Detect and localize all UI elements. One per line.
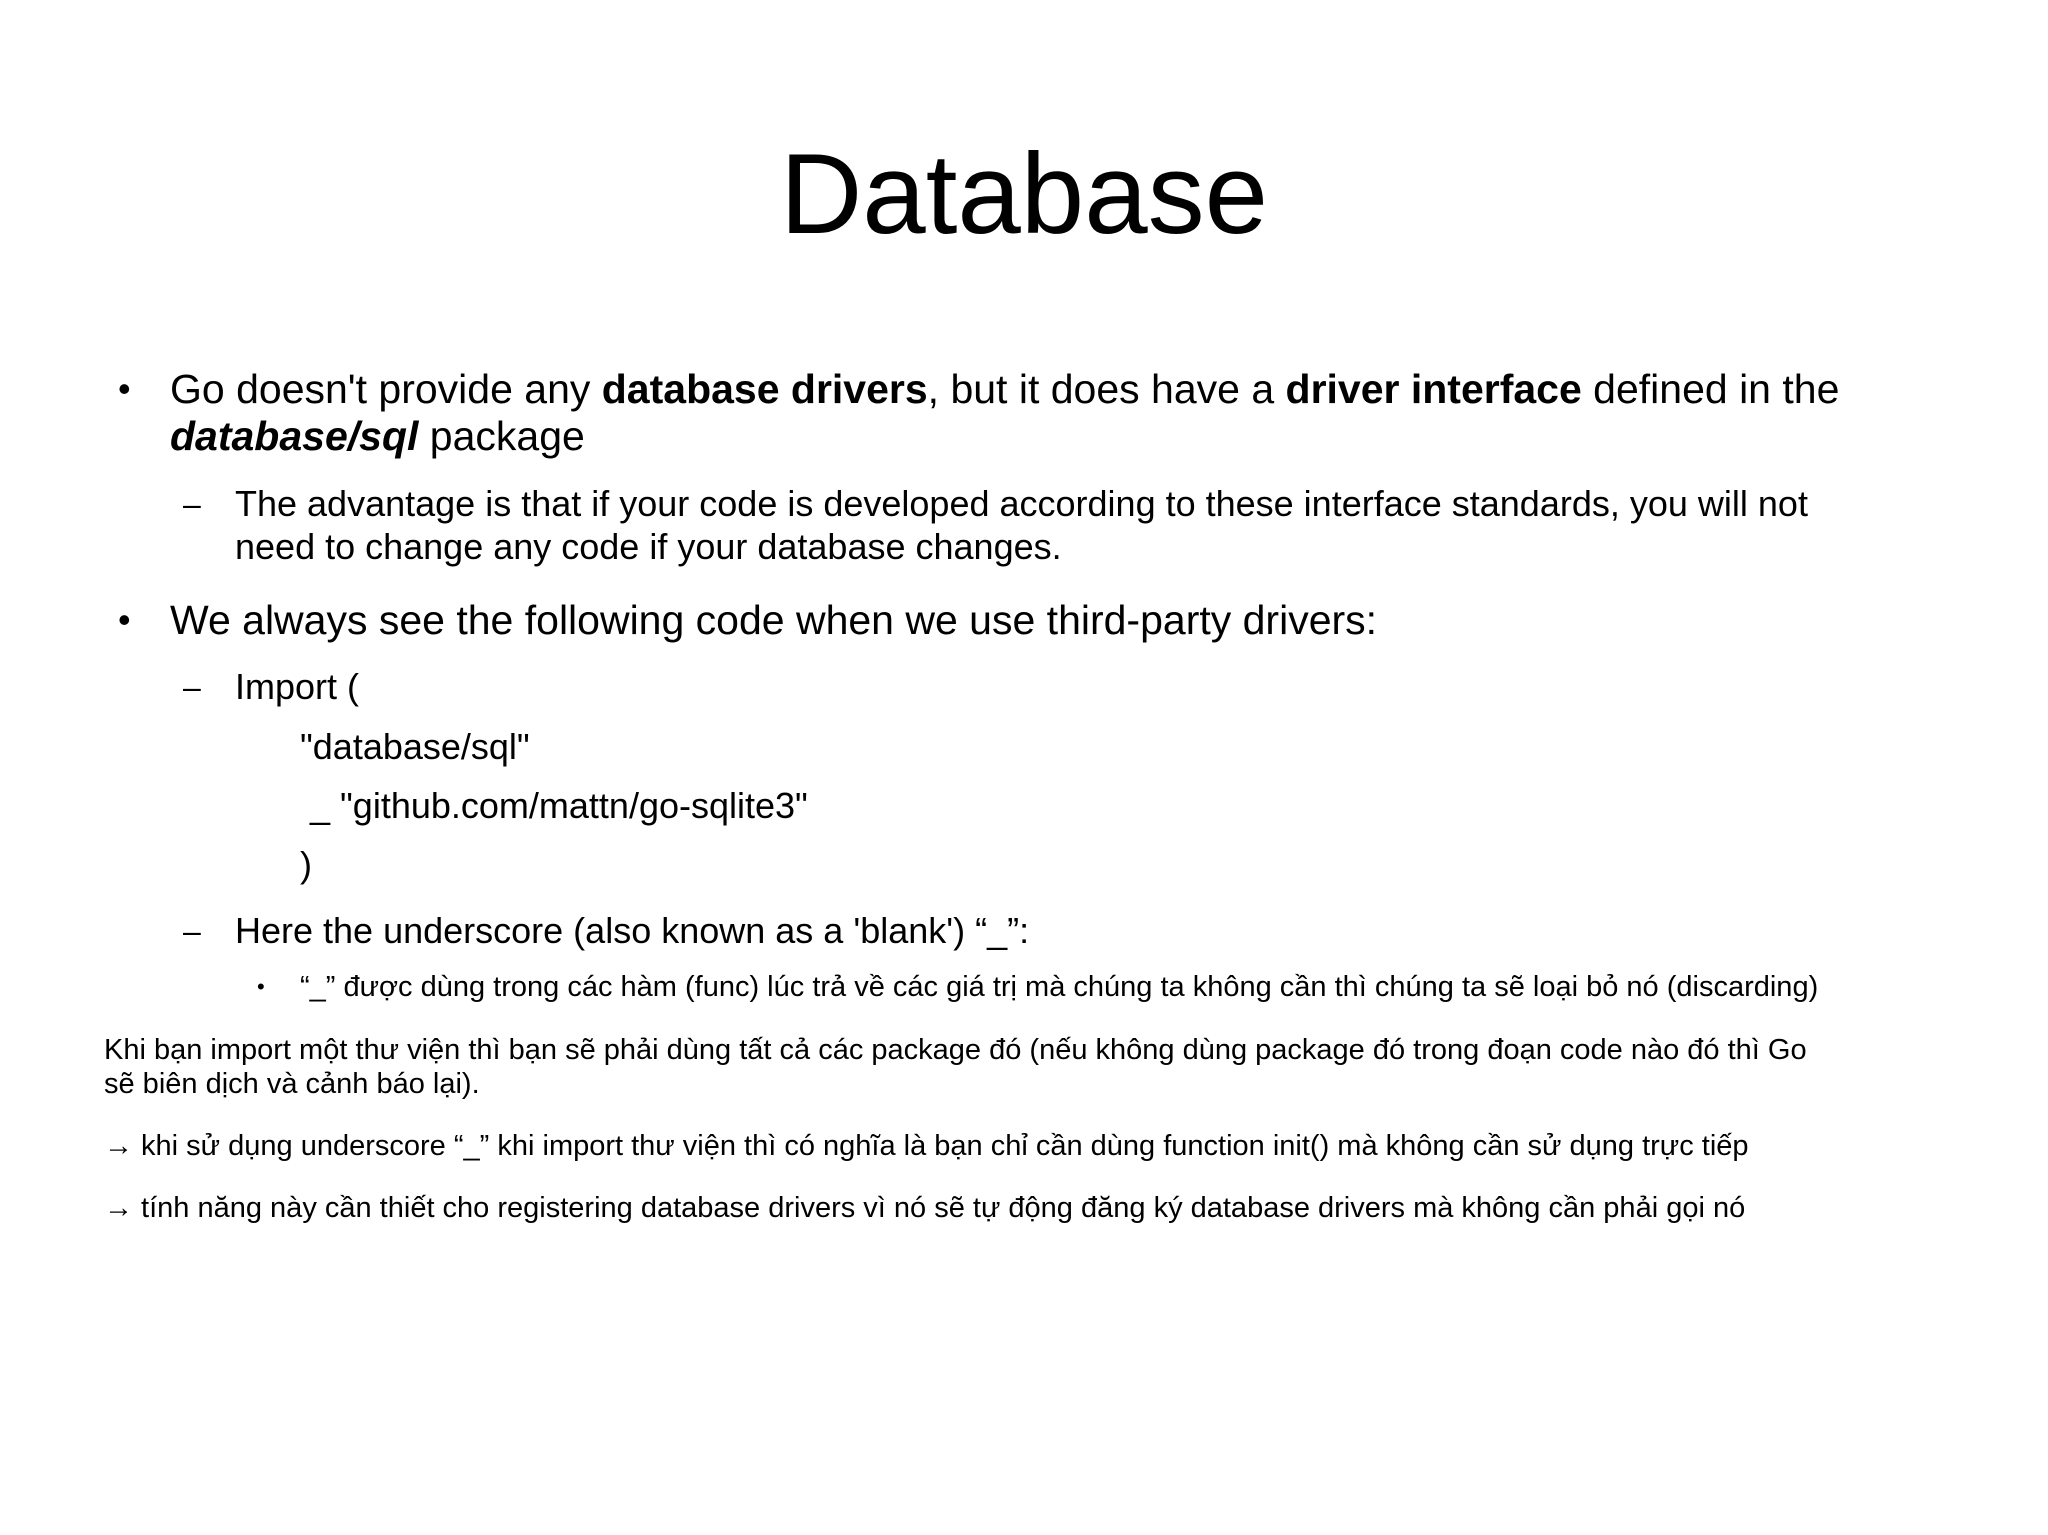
note-1-line-1: Khi bạn import một thư viện thì bạn sẽ phải dùng tất cả các package đó (nếu không dùng package đó trong đoạn code nào đó thì Go bbox=[104, 1034, 1807, 1066]
code-line: _ "github.com/mattn/go-sqlite3" bbox=[300, 785, 808, 826]
code-line: ) bbox=[300, 844, 312, 885]
bullet-1-text: , but it does have a bbox=[927, 366, 1286, 412]
bullet-1-text: Go doesn't provide any bbox=[170, 366, 602, 412]
bullet-2-text: We always see the following code when we use third-party drivers: bbox=[170, 597, 1378, 643]
bullet-marker: • bbox=[118, 599, 131, 640]
bold-database-drivers: database drivers bbox=[601, 366, 928, 412]
sub-bullet-marker: – bbox=[183, 913, 201, 949]
code-line: "database/sql" bbox=[300, 726, 530, 767]
note-2: → khi sử dụng underscore “_” khi import thư viện thì có nghĩa là bạn chỉ cần dùng function init() mà không cần sử dụng trực tiếp bbox=[104, 1130, 1749, 1162]
bullet-1-text: defined in the bbox=[1581, 366, 1840, 412]
sub-bullet-marker: – bbox=[183, 669, 201, 705]
bullet-1-line-1 bbox=[170, 365, 1839, 413]
sub-bullet-marker: – bbox=[183, 486, 201, 522]
sub-bullet-1-line-2: need to change any code if your database changes. bbox=[235, 526, 1062, 567]
bold-driver-interface: driver interface bbox=[1285, 366, 1582, 412]
package-name: database/sql bbox=[170, 413, 419, 459]
bullet-marker: • bbox=[118, 368, 131, 409]
import-line: Import ( bbox=[235, 666, 360, 707]
sub-sub-bullet-text: “_” được dùng trong các hàm (func) lúc trả về các giá trị mà chúng ta không cần thì chúng ta sẽ loại bỏ nó (discarding) bbox=[300, 971, 1819, 1003]
sub-bullet-1-line-1: The advantage is that if your code is developed according to these interface standards, you will not bbox=[235, 483, 1808, 524]
underscore-line: Here the underscore (also known as a 'blank') “_”: bbox=[235, 910, 1030, 951]
note-1-line-2: sẽ biên dịch và cảnh báo lại). bbox=[104, 1068, 480, 1100]
note-3: → tính năng này cần thiết cho registering database drivers vì nó sẽ tự động đăng ký database drivers mà không cần phải gọi nó bbox=[104, 1192, 1746, 1224]
sub-sub-bullet-marker: • bbox=[257, 974, 265, 999]
bullet-1-text: package bbox=[418, 413, 585, 459]
slide-title: Database bbox=[779, 131, 1268, 258]
bullet-1-line-2 bbox=[170, 412, 585, 460]
